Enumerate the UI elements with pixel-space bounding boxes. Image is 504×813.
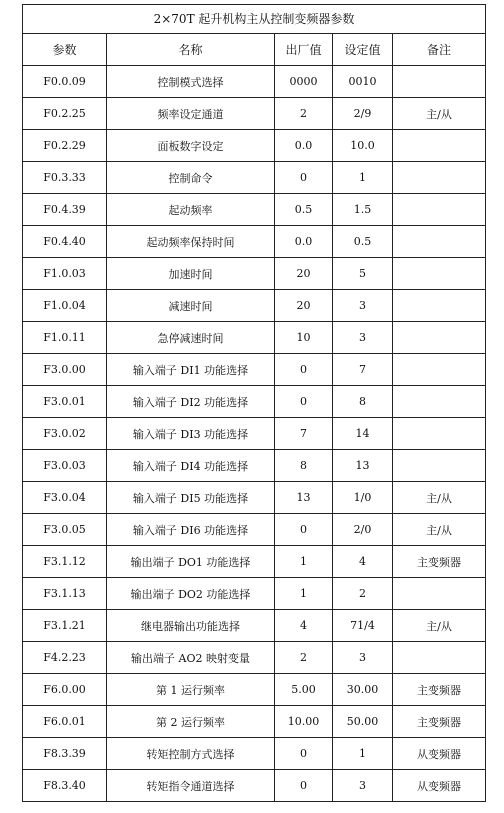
factory-value: 10 — [275, 322, 333, 354]
factory-value: 20 — [275, 258, 333, 290]
param-code: F6.0.00 — [23, 674, 107, 706]
header-name: 名称 — [107, 34, 275, 66]
table-row — [23, 674, 486, 706]
param-code: F0.4.40 — [23, 226, 107, 258]
table-row — [23, 162, 486, 194]
table-row — [23, 450, 486, 482]
param-code: F4.2.23 — [23, 642, 107, 674]
remark — [393, 194, 486, 226]
param-name: 输入端子 DI4 功能选择 — [107, 450, 275, 482]
param-name: 输出端子 DO2 功能选择 — [107, 578, 275, 610]
param-name: 继电器输出功能选择 — [107, 610, 275, 642]
param-name: 第 2 运行频率 — [107, 706, 275, 738]
table-row — [23, 354, 486, 386]
remark: 主变频器 — [393, 706, 486, 738]
setting-value: 2/9 — [333, 98, 393, 130]
table-row — [23, 130, 486, 162]
remark: 主变频器 — [393, 674, 486, 706]
table-row — [23, 194, 486, 226]
setting-value: 30.00 — [333, 674, 393, 706]
table-title: 2×70T 起升机构主从控制变频器参数 — [22, 4, 486, 33]
remark — [393, 162, 486, 194]
param-name: 起动频率 — [107, 194, 275, 226]
param-name: 频率设定通道 — [107, 98, 275, 130]
param-code: F8.3.40 — [23, 770, 107, 802]
param-code: F3.0.03 — [23, 450, 107, 482]
remark — [393, 386, 486, 418]
param-code: F3.0.01 — [23, 386, 107, 418]
setting-value: 3 — [333, 290, 393, 322]
factory-value: 0 — [275, 354, 333, 386]
setting-value: 3 — [333, 770, 393, 802]
param-name: 起动频率保持时间 — [107, 226, 275, 258]
remark — [393, 290, 486, 322]
remark: 从变频器 — [393, 738, 486, 770]
header-param: 参数 — [23, 34, 107, 66]
remark — [393, 66, 486, 98]
factory-value: 4 — [275, 610, 333, 642]
table-row — [23, 226, 486, 258]
setting-value: 3 — [333, 642, 393, 674]
param-code: F3.0.04 — [23, 482, 107, 514]
setting-value: 1/0 — [333, 482, 393, 514]
param-code: F0.4.39 — [23, 194, 107, 226]
factory-value: 0.5 — [275, 194, 333, 226]
table-body — [23, 66, 486, 802]
setting-value: 7 — [333, 354, 393, 386]
param-name: 转矩控制方式选择 — [107, 738, 275, 770]
setting-value: 14 — [333, 418, 393, 450]
param-code: F3.0.05 — [23, 514, 107, 546]
table-row — [23, 66, 486, 98]
param-name: 控制模式选择 — [107, 66, 275, 98]
header-row — [23, 34, 486, 66]
setting-value: 0010 — [333, 66, 393, 98]
param-name: 急停减速时间 — [107, 322, 275, 354]
param-code: F3.1.21 — [23, 610, 107, 642]
remark: 主/从 — [393, 610, 486, 642]
remark: 主/从 — [393, 514, 486, 546]
factory-value: 8 — [275, 450, 333, 482]
table-row — [23, 98, 486, 130]
table-row — [23, 546, 486, 578]
setting-value: 1.5 — [333, 194, 393, 226]
remark — [393, 578, 486, 610]
param-code: F0.2.29 — [23, 130, 107, 162]
remark — [393, 322, 486, 354]
setting-value: 3 — [333, 322, 393, 354]
setting-value: 8 — [333, 386, 393, 418]
param-code: F3.0.00 — [23, 354, 107, 386]
factory-value: 0 — [275, 514, 333, 546]
parameter-table — [22, 4, 486, 802]
factory-value: 10.00 — [275, 706, 333, 738]
param-name: 加速时间 — [107, 258, 275, 290]
factory-value: 0.0 — [275, 130, 333, 162]
param-code: F3.1.13 — [23, 578, 107, 610]
param-name: 输出端子 AO2 映射变量 — [107, 642, 275, 674]
param-name: 输入端子 DI3 功能选择 — [107, 418, 275, 450]
param-code: F6.0.01 — [23, 706, 107, 738]
param-code: F3.0.02 — [23, 418, 107, 450]
param-name: 输出端子 DO1 功能选择 — [107, 546, 275, 578]
factory-value: 5.00 — [275, 674, 333, 706]
table-row — [23, 610, 486, 642]
remark — [393, 642, 486, 674]
table-row — [23, 706, 486, 738]
parameter-document — [22, 4, 485, 802]
factory-value: 0 — [275, 738, 333, 770]
table-row — [23, 514, 486, 546]
param-name: 面板数字设定 — [107, 130, 275, 162]
setting-value: 50.00 — [333, 706, 393, 738]
table-row — [23, 418, 486, 450]
setting-value: 1 — [333, 162, 393, 194]
param-name: 第 1 运行频率 — [107, 674, 275, 706]
header-setting: 设定值 — [333, 34, 393, 66]
table-row — [23, 482, 486, 514]
remark: 从变频器 — [393, 770, 486, 802]
param-code: F0.2.25 — [23, 98, 107, 130]
setting-value: 5 — [333, 258, 393, 290]
setting-value: 1 — [333, 738, 393, 770]
setting-value: 2/0 — [333, 514, 393, 546]
param-code: F1.0.04 — [23, 290, 107, 322]
setting-value: 0.5 — [333, 226, 393, 258]
table-row — [23, 290, 486, 322]
param-code: F1.0.11 — [23, 322, 107, 354]
param-name: 输入端子 DI5 功能选择 — [107, 482, 275, 514]
remark — [393, 258, 486, 290]
table-row — [23, 578, 486, 610]
param-name: 减速时间 — [107, 290, 275, 322]
factory-value: 20 — [275, 290, 333, 322]
factory-value: 0 — [275, 162, 333, 194]
factory-value: 13 — [275, 482, 333, 514]
factory-value: 7 — [275, 418, 333, 450]
param-code: F3.1.12 — [23, 546, 107, 578]
table-row — [23, 322, 486, 354]
remark: 主变频器 — [393, 546, 486, 578]
table-row — [23, 738, 486, 770]
header-factory: 出厂值 — [275, 34, 333, 66]
factory-value: 2 — [275, 98, 333, 130]
param-name: 输入端子 DI6 功能选择 — [107, 514, 275, 546]
remark — [393, 354, 486, 386]
remark — [393, 450, 486, 482]
remark — [393, 418, 486, 450]
factory-value: 0 — [275, 770, 333, 802]
param-code: F0.0.09 — [23, 66, 107, 98]
param-name: 控制命令 — [107, 162, 275, 194]
factory-value: 1 — [275, 578, 333, 610]
remark: 主/从 — [393, 98, 486, 130]
factory-value: 0 — [275, 386, 333, 418]
param-name: 输入端子 DI1 功能选择 — [107, 354, 275, 386]
setting-value: 13 — [333, 450, 393, 482]
factory-value: 2 — [275, 642, 333, 674]
param-code: F1.0.03 — [23, 258, 107, 290]
setting-value: 4 — [333, 546, 393, 578]
remark — [393, 130, 486, 162]
param-name: 输入端子 DI2 功能选择 — [107, 386, 275, 418]
header-remark: 备注 — [393, 34, 486, 66]
factory-value: 1 — [275, 546, 333, 578]
table-row — [23, 642, 486, 674]
table-row — [23, 258, 486, 290]
setting-value: 10.0 — [333, 130, 393, 162]
table-row — [23, 386, 486, 418]
param-code: F8.3.39 — [23, 738, 107, 770]
param-code: F0.3.33 — [23, 162, 107, 194]
setting-value: 71/4 — [333, 610, 393, 642]
remark — [393, 226, 486, 258]
remark: 主/从 — [393, 482, 486, 514]
table-row — [23, 770, 486, 802]
setting-value: 2 — [333, 578, 393, 610]
factory-value: 0000 — [275, 66, 333, 98]
factory-value: 0.0 — [275, 226, 333, 258]
param-name: 转矩指令通道选择 — [107, 770, 275, 802]
